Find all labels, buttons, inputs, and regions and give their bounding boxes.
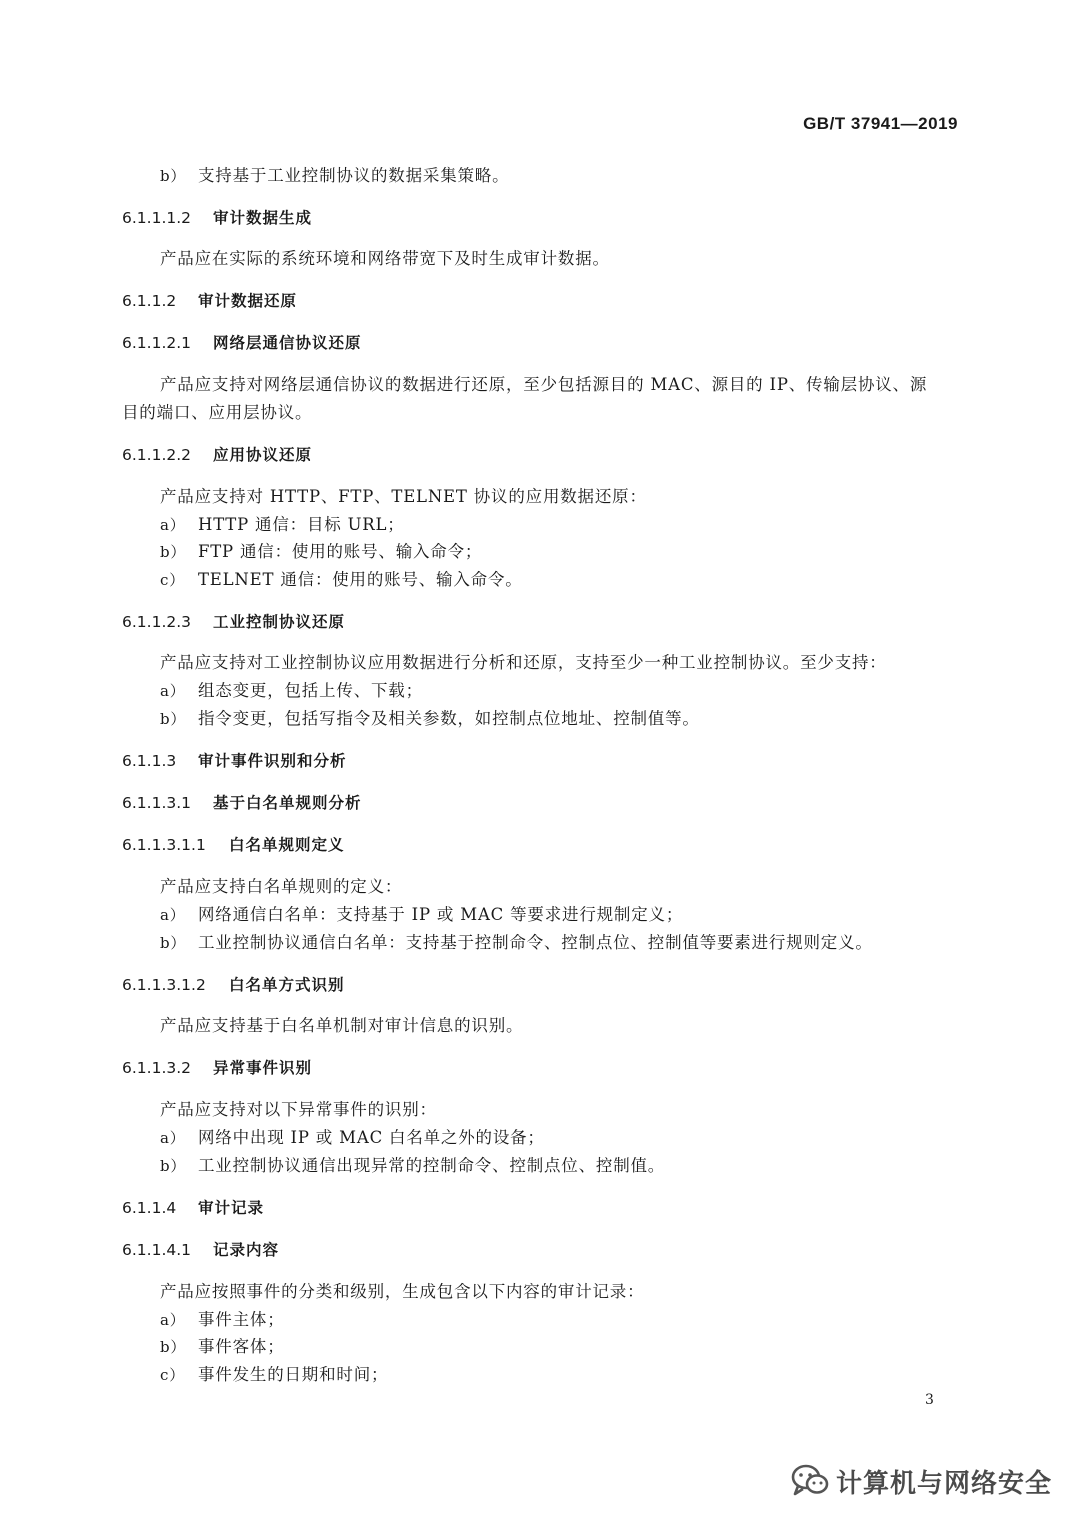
list-marker: b） — [160, 1157, 187, 1175]
paragraph-text: 产品应支持对以下异常事件的识别： — [160, 1100, 437, 1119]
list-item — [0, 514, 1080, 536]
list-marker: c） — [160, 1366, 186, 1384]
list-item-text: 支持基于工业控制协议的数据采集策略。 — [198, 166, 510, 185]
list-marker: a） — [160, 682, 186, 700]
list-item — [0, 932, 1080, 954]
paragraph-text: 目的端口、应用层协议。 — [122, 403, 313, 422]
paragraph — [0, 1281, 1080, 1303]
section-heading — [0, 1197, 1080, 1219]
list-item — [0, 1155, 1080, 1177]
section-number: 6.1.1.3.1.2 — [122, 976, 206, 994]
section-heading — [0, 207, 1080, 229]
list-marker: a） — [160, 516, 186, 534]
list-item — [0, 165, 1080, 187]
section-number: 6.1.1.2.2 — [122, 446, 192, 464]
section-heading — [0, 792, 1080, 814]
paragraph — [0, 374, 1080, 396]
section-title: 审计数据还原 — [198, 292, 298, 310]
section-title: 白名单方式识别 — [229, 976, 345, 994]
section-title: 应用协议还原 — [213, 446, 313, 464]
list-item — [0, 904, 1080, 926]
list-item — [0, 680, 1080, 702]
paragraph — [0, 486, 1080, 508]
section-heading — [0, 444, 1080, 466]
section-number: 6.1.1.2.3 — [122, 613, 192, 631]
watermark-text: 计算机与网络安全 — [836, 1468, 1053, 1499]
section-number: 6.1.1.2 — [122, 292, 177, 310]
paragraph — [0, 876, 1080, 898]
section-number: 6.1.1.3.1 — [122, 794, 192, 812]
list-item-text: 工业控制协议通信白名单：支持基于控制命令、控制点位、控制值等要素进行规则定义。 — [198, 933, 873, 952]
list-marker: a） — [160, 1311, 186, 1329]
paragraph-text: 产品应在实际的系统环境和网络带宽下及时生成审计数据。 — [160, 249, 610, 268]
section-heading — [0, 332, 1080, 354]
list-marker: b） — [160, 934, 187, 952]
list-item — [0, 1336, 1080, 1358]
paragraph-text: 产品应按照事件的分类和级别，生成包含以下内容的审计记录： — [160, 1282, 645, 1301]
list-item — [0, 1364, 1080, 1386]
list-item-text: 事件客体； — [198, 1337, 285, 1356]
paragraph — [0, 402, 1080, 424]
section-number: 6.1.1.4 — [122, 1199, 177, 1217]
section-title: 审计事件识别和分析 — [198, 752, 347, 770]
list-item-text: TELNET 通信：使用的账号、输入命令。 — [198, 570, 523, 589]
list-marker: c） — [160, 571, 186, 589]
list-item — [0, 708, 1080, 730]
list-marker: b） — [160, 1338, 187, 1356]
section-title: 异常事件识别 — [213, 1059, 313, 1077]
section-number: 6.1.1.3 — [122, 752, 177, 770]
paragraph-text: 产品应支持对网络层通信协议的数据进行还原，至少包括源目的 MAC、源目的 IP、传输层协议、源 — [160, 375, 928, 394]
list-marker: b） — [160, 710, 187, 728]
watermark — [790, 1461, 1052, 1501]
section-number: 6.1.1.2.1 — [122, 334, 192, 352]
list-item-text: 组态变更，包括上传、下载； — [198, 681, 423, 700]
list-item — [0, 1309, 1080, 1331]
list-item-text: HTTP 通信：目标 URL； — [198, 515, 405, 534]
list-item — [0, 569, 1080, 591]
section-title: 审计数据生成 — [213, 209, 313, 227]
paragraph-text: 产品应支持对工业控制协议应用数据进行分析和还原，支持至少一种工业控制协议。至少支持： — [160, 653, 887, 672]
list-item-text: FTP 通信：使用的账号、输入命令； — [198, 542, 483, 561]
paragraph-text: 产品应支持白名单规则的定义： — [160, 877, 403, 896]
section-title: 工业控制协议还原 — [213, 613, 346, 631]
section-number: 6.1.1.1.2 — [122, 209, 192, 227]
section-number: 6.1.1.3.2 — [122, 1059, 192, 1077]
section-heading — [0, 611, 1080, 633]
section-heading — [0, 750, 1080, 772]
list-marker: b） — [160, 543, 187, 561]
paragraph — [0, 248, 1080, 270]
section-heading — [0, 1239, 1080, 1261]
paragraph — [0, 1099, 1080, 1121]
list-item — [0, 1127, 1080, 1149]
page-number: 3 — [925, 1392, 934, 1408]
list-item-text: 工业控制协议通信出现异常的控制命令、控制点位、控制值。 — [198, 1156, 666, 1175]
section-heading — [0, 1057, 1080, 1079]
list-item-text: 事件主体； — [198, 1310, 285, 1329]
section-title: 白名单规则定义 — [229, 836, 345, 854]
section-title: 记录内容 — [213, 1241, 280, 1259]
paragraph-text: 产品应支持基于白名单机制对审计信息的识别。 — [160, 1016, 524, 1035]
section-number: 6.1.1.4.1 — [122, 1241, 192, 1259]
standard-code: GB/T 37941—2019 — [803, 114, 958, 133]
list-item-text: 网络通信白名单：支持基于 IP 或 MAC 等要求进行规制定义； — [198, 905, 684, 924]
list-marker: a） — [160, 1129, 186, 1147]
paragraph — [0, 652, 1080, 674]
section-heading — [0, 290, 1080, 312]
section-title: 基于白名单规则分析 — [213, 794, 362, 812]
section-title: 审计记录 — [198, 1199, 265, 1217]
section-heading — [0, 974, 1080, 996]
section-title: 网络层通信协议还原 — [213, 334, 362, 352]
wechat-icon — [790, 1463, 830, 1499]
list-item-text: 指令变更，包括写指令及相关参数，如控制点位地址、控制值等。 — [198, 709, 700, 728]
list-marker: a） — [160, 906, 186, 924]
paragraph — [0, 1015, 1080, 1037]
list-item-text: 网络中出现 IP 或 MAC 白名单之外的设备； — [198, 1128, 545, 1147]
section-number: 6.1.1.3.1.1 — [122, 836, 206, 854]
section-heading — [0, 834, 1080, 856]
list-item — [0, 541, 1080, 563]
paragraph-text: 产品应支持对 HTTP、FTP、TELNET 协议的应用数据还原： — [160, 487, 647, 506]
list-item-text: 事件发生的日期和时间； — [198, 1365, 389, 1384]
list-marker: b） — [160, 167, 187, 185]
